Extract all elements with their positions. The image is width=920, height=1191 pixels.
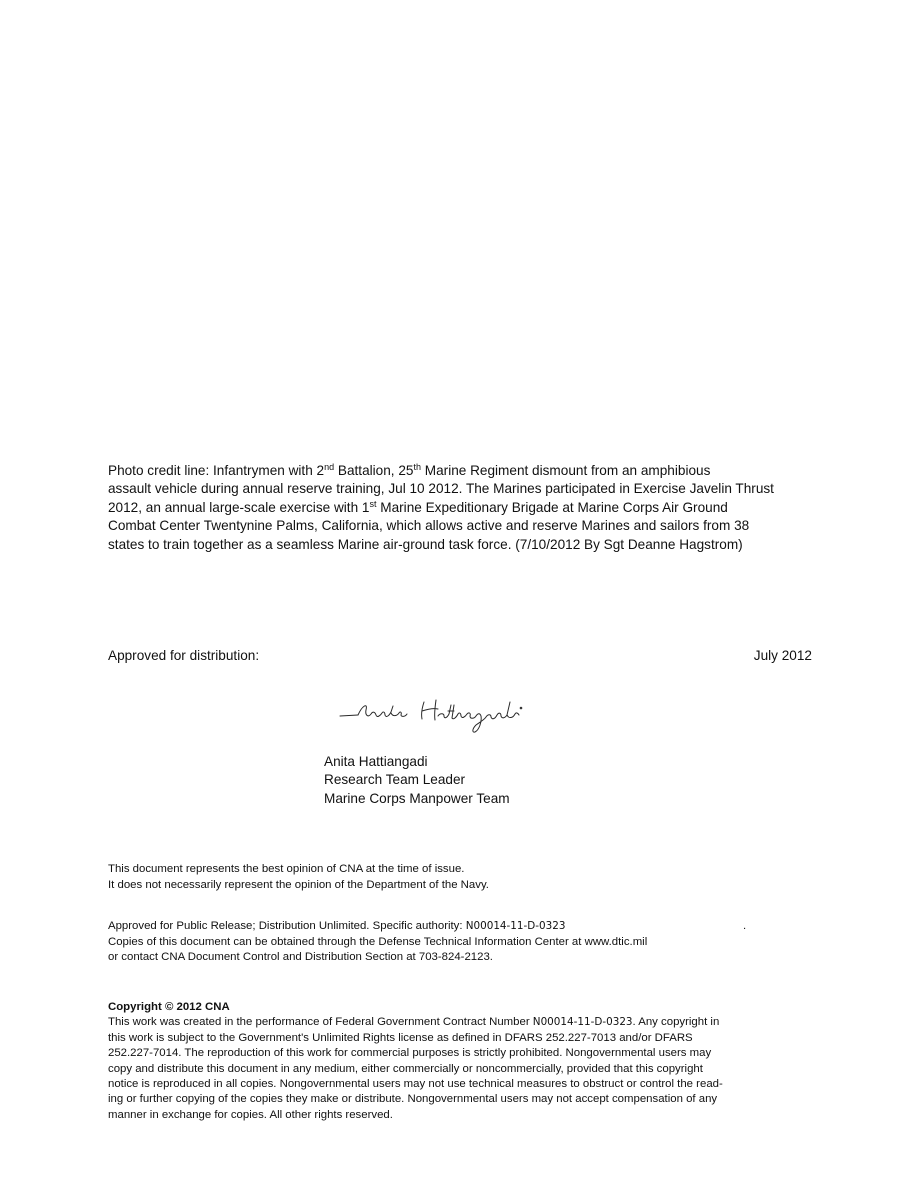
signature-lead-stroke bbox=[340, 715, 358, 716]
release-line-3: or contact CNA Document Control and Distribution Section at 703-824-2123. bbox=[108, 951, 493, 964]
release-line-1 bbox=[108, 919, 808, 935]
release-line-2: Copies of this document can be obtained through the Defense Technical Information Center at www.dtic.mil bbox=[108, 935, 648, 948]
approval-date: July 2012 bbox=[753, 648, 812, 663]
opinion-line-2: It does not necessarily represent the opinion of the Department of the Navy. bbox=[108, 878, 489, 891]
public-release-statement bbox=[108, 919, 808, 966]
release-text: Approved for Public Release; Distribution Unlimited. Specific authority: bbox=[108, 920, 466, 932]
signature-dot bbox=[520, 707, 522, 709]
photo-credit-text: Battalion, 25 bbox=[334, 463, 414, 478]
contract-number: N00014-11-D-0323 bbox=[532, 1016, 633, 1029]
photo-credit-text: Marine Expeditionary Brigade at Marine Corps Air Ground bbox=[376, 499, 728, 515]
release-trailing-period: . bbox=[743, 920, 747, 932]
copyright-text: This work was created in the performance of Federal Government Contract Number bbox=[108, 1016, 533, 1029]
photo-credit-line-1 bbox=[108, 462, 808, 480]
signer-block bbox=[324, 753, 510, 808]
photo-credit-line-4: Combat Center Twentynine Palms, California, which allows active and reserve Marines and sailors from 38 bbox=[108, 518, 750, 534]
photo-credit-line-3 bbox=[108, 499, 808, 517]
handwritten-signature bbox=[338, 696, 542, 742]
opinion-disclaimer bbox=[108, 862, 489, 893]
copyright-text: . Any copyright in bbox=[632, 1016, 720, 1029]
copyright-line-5: notice is reproduced in all copies. Nongovernmental users may not use technical measures to obstruct or control the read- bbox=[108, 1078, 723, 1091]
signer-team: Marine Corps Manpower Team bbox=[324, 790, 510, 806]
copyright-line-4: copy and distribute this document in any medium, either commercially or noncommercially, provided that this copyright bbox=[108, 1062, 703, 1075]
photo-credit-paragraph bbox=[108, 462, 808, 554]
photo-credit-text: 2012, an annual large-scale exercise with 1 bbox=[108, 499, 370, 515]
photo-credit-text: Photo credit line: Infantrymen with 2 bbox=[108, 463, 325, 478]
superscript-nd: nd bbox=[324, 462, 335, 472]
copyright-notice bbox=[108, 1000, 812, 1123]
signature-hattiangadi-stroke bbox=[422, 700, 519, 732]
superscript-st: st bbox=[369, 498, 377, 509]
photo-credit-line-5: states to train together as a seamless Marine air-ground task force. (7/10/2012 By Sgt Deanne Hagstrom) bbox=[108, 536, 743, 552]
photo-credit-text: Marine Regiment dismount from an amphibious bbox=[421, 463, 711, 478]
opinion-line-1: This document represents the best opinion of CNA at the time of issue. bbox=[108, 863, 465, 875]
signer-name: Anita Hattiangadi bbox=[324, 754, 428, 769]
signature-anita-stroke bbox=[358, 706, 407, 717]
copyright-line-7: manner in exchange for copies. All other rights reserved. bbox=[108, 1108, 393, 1121]
copyright-line-1 bbox=[108, 1015, 812, 1030]
copyright-title: Copyright © 2012 CNA bbox=[108, 1001, 230, 1013]
photo-credit-line-2: assault vehicle during annual reserve training, Jul 10 2012. The Marines participated in Exercise Javelin Thrust bbox=[108, 481, 774, 497]
copyright-line-3: 252.227-7014. The reproduction of this work for commercial purposes is strictly prohibited. Nongovernmental users may bbox=[108, 1047, 712, 1060]
copyright-line-2: this work is subject to the Government's Unlimited Rights license as defined in DFARS 252.227-7013 and/or DFARS bbox=[108, 1031, 693, 1044]
authority-number: N00014-11-D-0323 bbox=[465, 920, 566, 932]
copyright-line-6: ing or further copying of the copies they make or distribute. Nongovernmental users may not accept compensation of any bbox=[108, 1093, 718, 1106]
signer-title: Research Team Leader bbox=[324, 772, 466, 788]
approved-for-distribution-label: Approved for distribution: bbox=[108, 648, 260, 663]
superscript-th: th bbox=[413, 462, 421, 472]
